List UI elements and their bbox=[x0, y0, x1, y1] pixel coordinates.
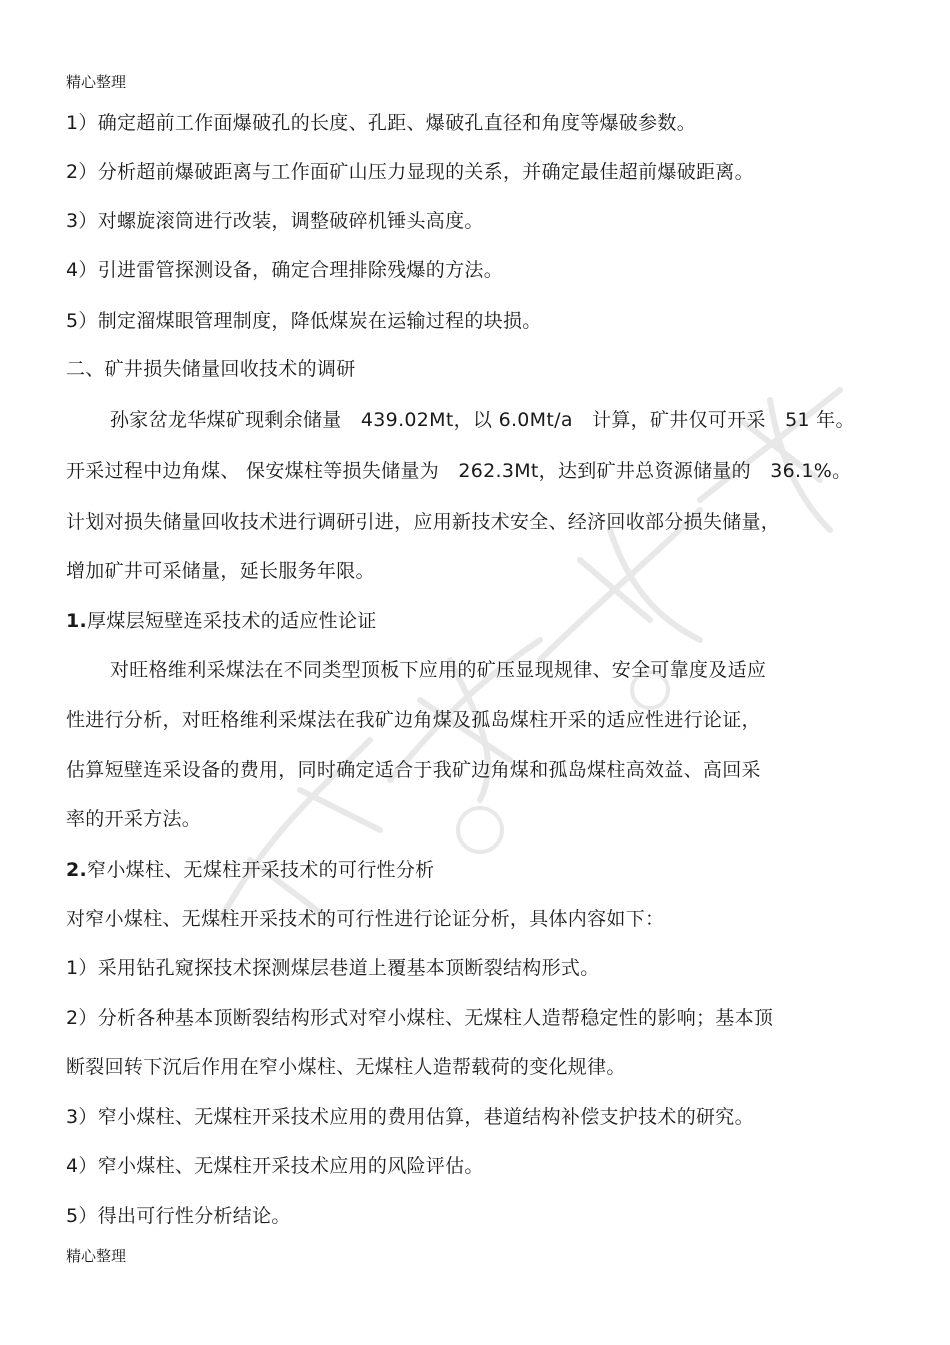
page-footer: 精心整理 bbox=[66, 1247, 127, 1265]
subsection-heading bbox=[66, 608, 377, 634]
paragraph-line: 孙家岔龙华煤矿现剩余储量 439.02Mt，以 6.0Mt/a 计算，矿井仅可开采 51 年。 bbox=[110, 409, 855, 431]
paragraph-line: 对窄小煤柱、无煤柱开采技术的可行性进行论证分析，具体内容如下： bbox=[66, 908, 665, 930]
subsection-number: 1. bbox=[66, 610, 88, 632]
paragraph-line: 开采过程中边角煤、 保安煤柱等损失储量为 262.3Mt，达到矿井总资源储量的 36.1%。 bbox=[66, 460, 852, 482]
page-header: 精心整理 bbox=[66, 73, 127, 91]
list-item: 2）分析超前爆破距离与工作面矿山压力显现的关系，并确定最佳超前爆破距离。 bbox=[66, 161, 754, 183]
subsection-heading bbox=[66, 857, 434, 883]
list-item: 3）对螺旋滚筒进行改装，调整破碎机锤头高度。 bbox=[66, 210, 484, 232]
list-item: 1）确定超前工作面爆破孔的长度、孔距、爆破孔直径和角度等爆破参数。 bbox=[66, 112, 696, 134]
subsection-number: 2. bbox=[66, 859, 88, 881]
list-item: 3）窄小煤柱、无煤柱开采技术应用的费用估算，巷道结构补偿支护技术的研究。 bbox=[66, 1106, 754, 1128]
list-item: 5）制定溜煤眼管理制度，降低煤炭在运输过程的块损。 bbox=[66, 310, 542, 332]
paragraph-line: 率的开采方法。 bbox=[66, 808, 202, 830]
list-item: 4）窄小煤柱、无煤柱开采技术应用的风险评估。 bbox=[66, 1155, 484, 1177]
list-item: 4）引进雷管探测设备，确定合理排除残爆的方法。 bbox=[66, 259, 503, 281]
paragraph-line: 增加矿井可采储量，延长服务年限。 bbox=[66, 560, 375, 582]
list-item: 2）分析各种基本顶断裂结构形式对窄小煤柱、无煤柱人造帮稳定性的影响；基本顶 bbox=[66, 1007, 774, 1029]
list-item: 5）得出可行性分析结论。 bbox=[66, 1205, 291, 1227]
section-heading: 二、矿井损失储量回收技术的调研 bbox=[66, 358, 356, 380]
list-item: 1）采用钻孔窥探技术探测煤层巷道上覆基本顶断裂结构形式。 bbox=[66, 957, 600, 979]
paragraph-line: 计划对损失储量回收技术进行调研引进，应用新技术安全、经济回收部分损失储量， bbox=[66, 511, 781, 533]
list-item: 断裂回转下沉后作用在窄小煤柱、无煤柱人造帮载荷的变化规律。 bbox=[66, 1056, 626, 1078]
subsection-title: 厚煤层短壁连采技术的适应性论证 bbox=[87, 610, 377, 632]
paragraph-line: 对旺格维利采煤法在不同类型顶板下应用的矿压显现规律、安全可靠度及适应 bbox=[110, 659, 767, 681]
subsection-title: 窄小煤柱、无煤柱开采技术的可行性分析 bbox=[87, 859, 435, 881]
paragraph-line: 估算短壁连采设备的费用，同时确定适合于我矿边角煤和孤岛煤柱高效益、高回采 bbox=[66, 759, 761, 781]
paragraph-line: 性进行分析，对旺格维利采煤法在我矿边角煤及孤岛煤柱开采的适应性进行论证， bbox=[66, 709, 761, 731]
